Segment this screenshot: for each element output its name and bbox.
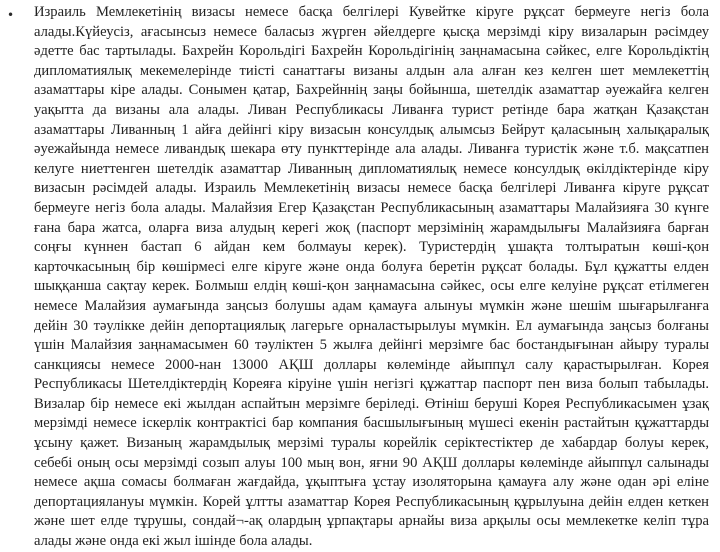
bullet-marker: • xyxy=(7,8,15,22)
body-paragraph: Израиль Мемлекетінің визасы немесе басқа белгілері Кувейтке кіруге рұқсат бермеуге негіз бола алады.Күйеусіз, ағасынсыз немесе баласыз жүрген әйелдерге қысқа мерзімді кіру визаларын рәсімдеу әдетте бас тартылады. Бахрейн Корольдігі Бахрейн Корольдігінің заңнамасына сәйкес, елге Корольдіктің дипломатиялық мекемелерінде тиісті санаттағы визаны алдын ала алған кез келген шет мемлекеттің азаматтары кіре алады. Сонымен қатар, Бахрейннің заңы бойынша, шетелдік азаматтар әуежайға келген уақытта да визаны ала алады. Ливан Республикасы Ливанға турист ретінде бара жатқан Қазақстан азаматтары Ливанның 1 айға дейінгі кіру визасын консулдық алымсыз Бейрут қаласының халықаралық әуежайында немесе ливандық шекара өту пункттерінде ала алады. Ливанға туристік және т.б. мақсатпен келуге ниеттенген шетелдік азаматтар Ливанның дипломатиялық немесе консулдық өкілдіктерінде кіру визасын рәсімдей алады. Израиль Мемлекетінің визасы немесе басқа белгілері Ливанға кіруге рұқсат бермеуге негіз бола алады. Малайзия Егер Қазақстан Республикасының азаматтары Малайзияға 30 күнге ғана бара жатса, оларға виза алудың керегі жоқ (паспорт мерзімінің жарамдылығы Малайзияға барған соңғы күннен бастап 6 айдан кем болмауы керек). Туристердің ұшақта толтыратын көші-қон карточкасының бір көшірмесі елге кіруге және онда болуға беретін рұқсат болады. Бұл құжатты елден шыққанша сақтау керек. Болмыш елдің көші-қон заңнамасына сәйкес, осы елге келуіне рұқсат етілмеген немесе Малайзия аумағында заңсыз болушы адам қамауға алынуы мүмкін және шешім шығарылғанға дейін 30 тәулікке дейін депортациялық лагерьге орналастырылуы мүмкін. Ел аумағында заңсыз болғаны үшін Малайзия заңнамасымен 60 тәуліктен 5 жылға дейінгі мерзімге бас бостандығынан айыру туралы санкциясы немесе 2000-нан 13000 АҚШ доллары көлемінде айыппұл салу қарастырылған. Корея Республикасы Шетелдіктердің Кореяға кіруіне үшін негізгі құжаттар паспорт пен виза болып табылады. Визалар бір немесе екі жылдан аспайтын мерзімге беріледі. Өтініш беруші Корея Республикасымен ұзақ мерзімді немесе іскерлік контрактісі бар компания басшылығының мүшесі екенін растайтын құжаттарды ұсыну қажет. Визаның жарамдылық мерзімі туралы корейлік серіктестіктер де хабардар болуы керек, себебі оның осы мерзімді созып алуы 100 мың вон, яғни 90 АҚШ доллары көлемінде айыппұл салынады немесе ақша сомасы болмаған жағдайда, ұқыптыға ұстау изоляторына қамауға алу және одан әрі еліне депортациялануы мүмкін. Корей ұлтты азаматтар Корея Республикасының құрылуына дейін елден кеткен және шет елде тұрушы, сондай¬-ақ олардың ұрпақтары арнайы виза арқылы осы мемлекетке келіп тұра алады және онда екі жыл ішінде бола алады. xyxy=(34,4,709,550)
